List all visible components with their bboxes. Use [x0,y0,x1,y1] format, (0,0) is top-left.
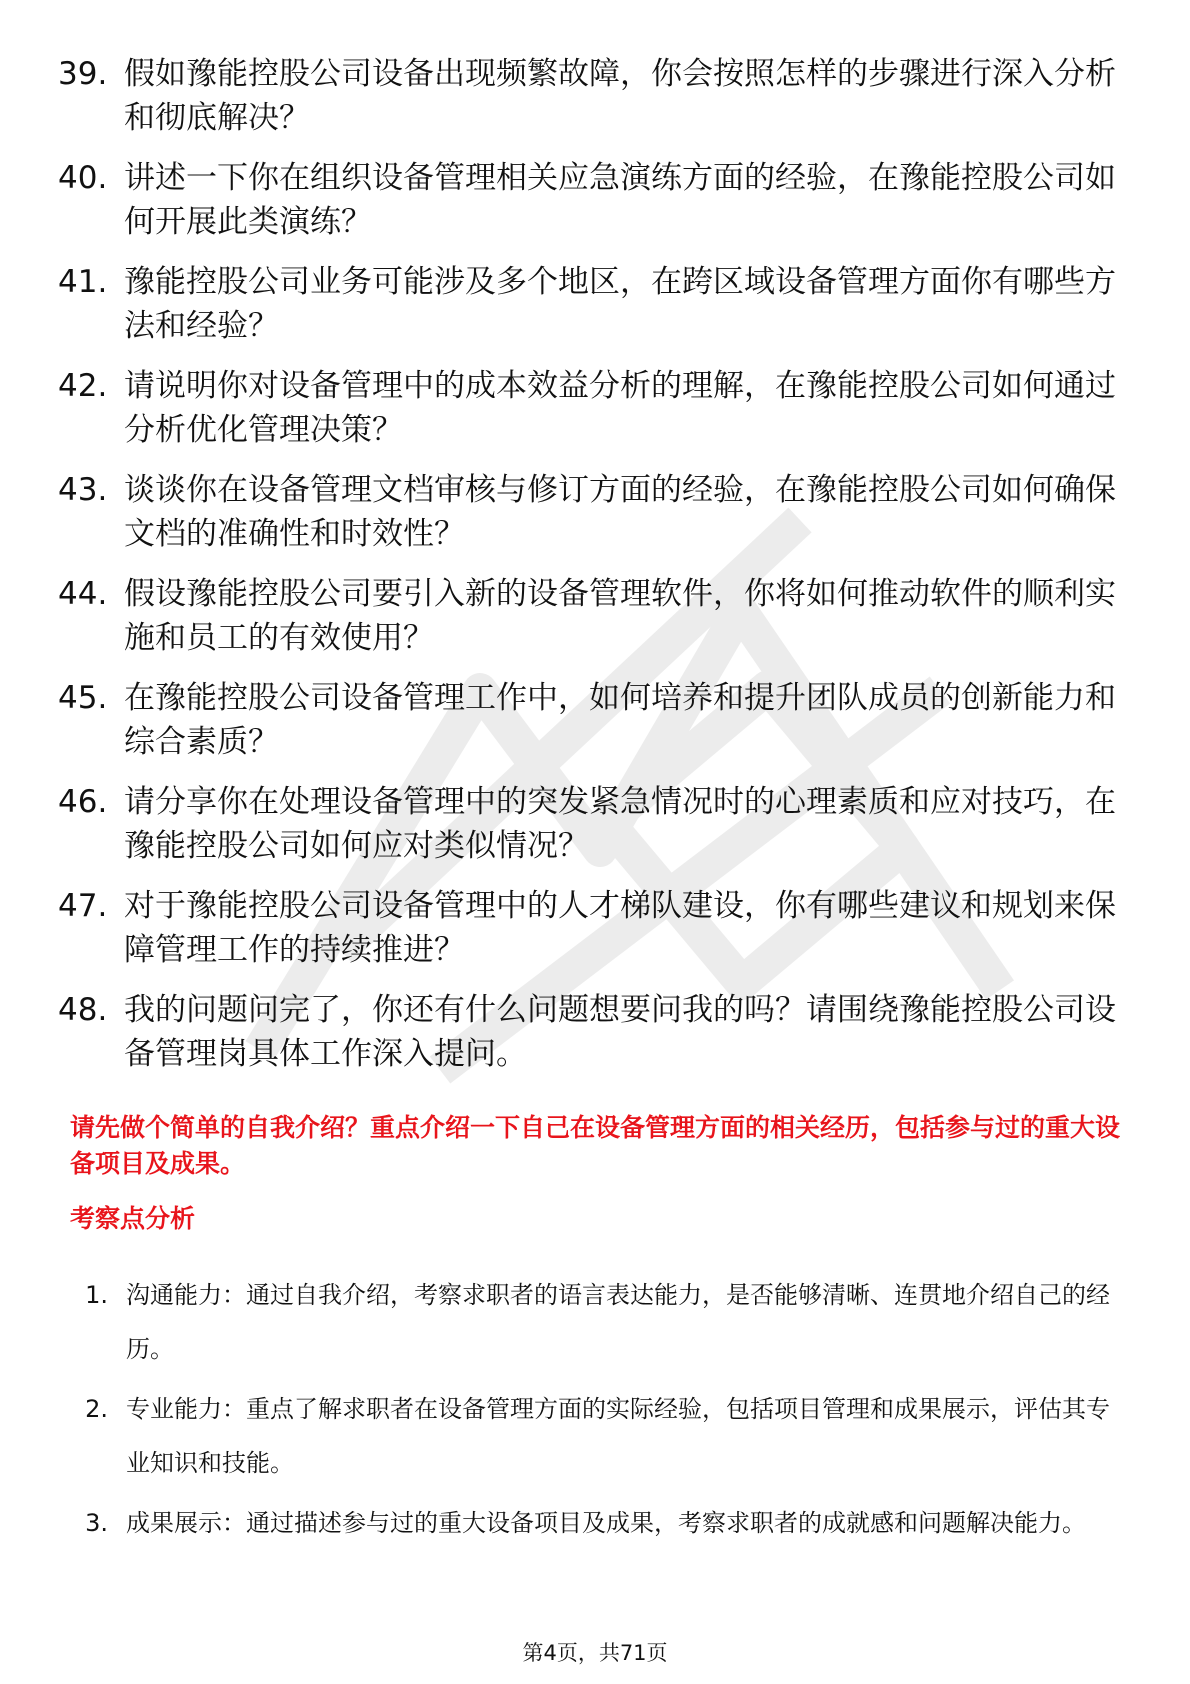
question-item [58,156,1128,244]
question-text: 请说明你对设备管理中的成本效益分析的理解，在豫能控股公司如何通过分析优化管理决策？ [124,368,1116,448]
question-number: 43. [58,472,108,508]
analysis-number: 3. [85,1509,108,1537]
analysis-number: 2. [85,1395,108,1423]
question-number: 47. [58,888,108,924]
analysis-title: 考察点分析 [70,1204,196,1233]
analysis-number: 1. [85,1281,108,1309]
question-text: 豫能控股公司业务可能涉及多个地区，在跨区域设备管理方面你有哪些方法和经验？ [124,264,1116,344]
question-text: 请分享你在处理设备管理中的突发紧急情况时的心理素质和应对技巧，在豫能控股公司如何应对类似情况？ [124,784,1116,864]
analysis-item [70,1268,1130,1376]
question-text: 谈谈你在设备管理文档审核与修订方面的经验，在豫能控股公司如何确保文档的准确性和时效性？ [124,472,1116,552]
analysis-text: 沟通能力：通过自我介绍，考察求职者的语言表达能力，是否能够清晰、连贯地介绍自己的经历。 [126,1281,1110,1363]
question-number: 45. [58,680,108,716]
question-item [58,676,1128,764]
question-number: 46. [58,784,108,820]
question-number: 48. [58,992,108,1028]
question-number: 41. [58,264,108,300]
question-text: 假设豫能控股公司要引入新的设备管理软件，你将如何推动软件的顺利实施和员工的有效使用？ [124,576,1116,656]
analysis-list [70,1268,1130,1556]
question-number: 44. [58,576,108,612]
question-item [58,52,1128,140]
analysis-text: 成果展示：通过描述参与过的重大设备项目及成果，考察求职者的成就感和问题解决能力。 [126,1509,1086,1537]
question-list [58,52,1128,1092]
question-number: 42. [58,368,108,404]
question-text: 假如豫能控股公司设备出现频繁故障，你会按照怎样的步骤进行深入分析和彻底解决？ [124,56,1116,136]
question-text: 在豫能控股公司设备管理工作中，如何培养和提升团队成员的创新能力和综合素质？ [124,680,1116,760]
page-footer: 第4页，共71页 [522,1641,668,1665]
question-text: 我的问题问完了，你还有什么问题想要问我的吗？请围绕豫能控股公司设备管理岗具体工作深入提问。 [124,992,1116,1072]
question-text: 对于豫能控股公司设备管理中的人才梯队建设，你有哪些建议和规划来保障管理工作的持续推进？ [124,888,1116,968]
intro-question: 请先做个简单的自我介绍？重点介绍一下自己在设备管理方面的相关经历，包括参与过的重大设备项目及成果。 [70,1113,1121,1178]
question-number: 40. [58,160,108,196]
question-item [58,260,1128,348]
question-item [58,364,1128,452]
question-number: 39. [58,56,108,92]
analysis-text: 专业能力：重点了解求职者在设备管理方面的实际经验，包括项目管理和成果展示，评估其专业知识和技能。 [126,1395,1110,1477]
analysis-item [70,1496,1130,1550]
question-item [58,572,1128,660]
question-item [58,884,1128,972]
question-text: 讲述一下你在组织设备管理相关应急演练方面的经验，在豫能控股公司如何开展此类演练？ [124,160,1116,240]
question-item [58,988,1128,1076]
question-item [58,780,1128,868]
question-item [58,468,1128,556]
analysis-item [70,1382,1130,1490]
